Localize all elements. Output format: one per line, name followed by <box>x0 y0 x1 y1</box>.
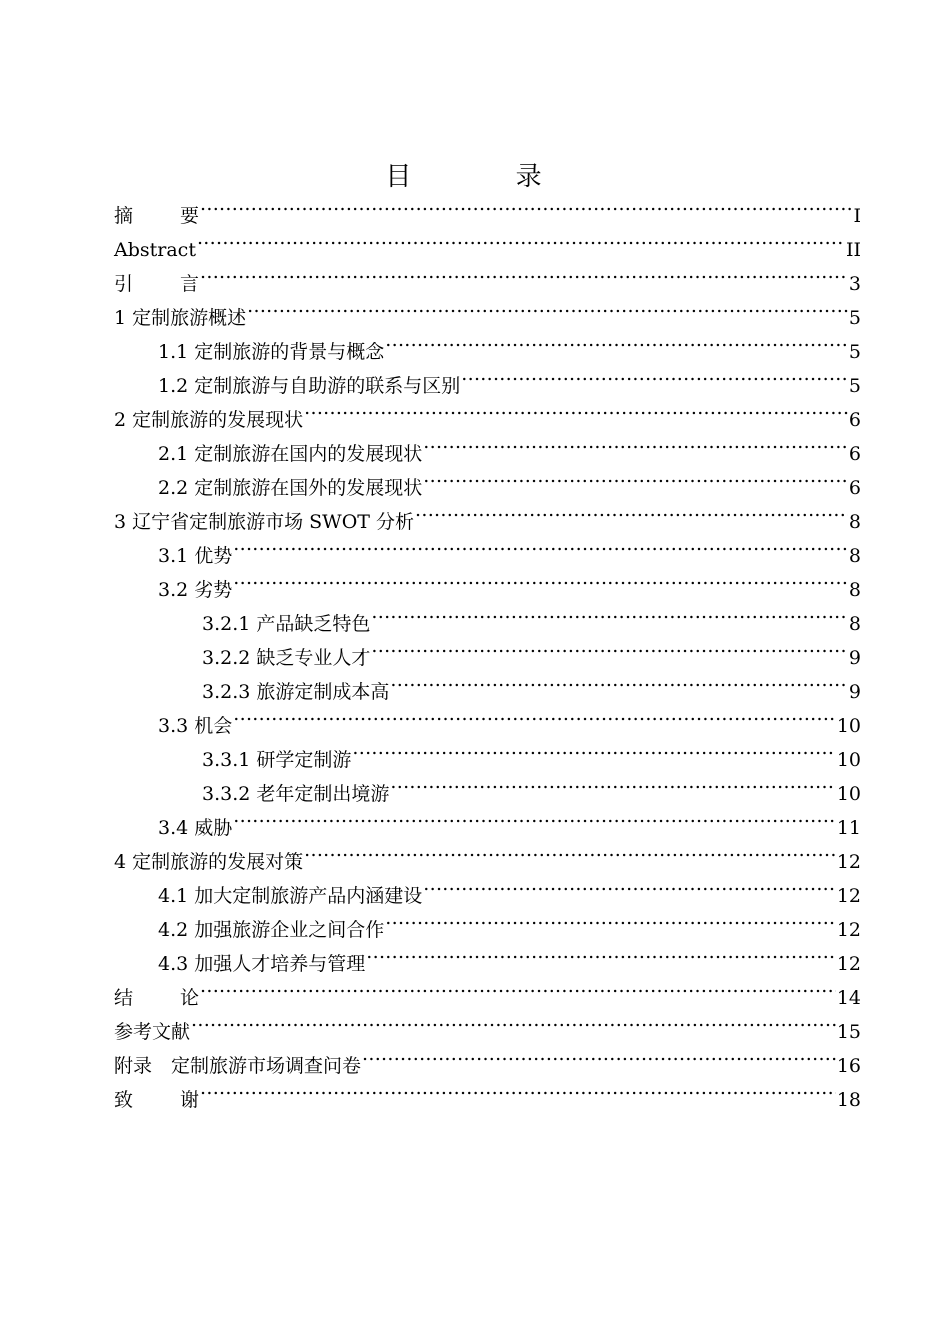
toc-entry[interactable] <box>114 1038 861 1077</box>
toc-dot-leader <box>352 732 835 766</box>
toc-list <box>114 188 861 1111</box>
toc-entry-label: 3.2.1 产品缺乏特色 <box>202 613 371 635</box>
toc-entry-page-number: 12 <box>836 919 861 941</box>
toc-entry-label: 3.1 优势 <box>158 545 233 567</box>
toc-entry[interactable] <box>114 970 861 1009</box>
toc-entry-label: 2.1 定制旅游在国内的发展现状 <box>158 443 423 465</box>
toc-entry-page-number: 12 <box>836 885 861 907</box>
toc-entry-label: 参考文献 <box>114 1021 191 1043</box>
toc-entry[interactable] <box>114 256 861 295</box>
toc-dot-leader <box>304 392 848 426</box>
toc-dot-leader <box>385 324 848 358</box>
toc-entry-page-number: 11 <box>836 817 861 839</box>
toc-entry-label: 3.4 威胁 <box>158 817 233 839</box>
toc-entry-page-number: 3 <box>848 273 861 295</box>
toc-entry-page-number: 10 <box>836 715 861 737</box>
toc-entry-label: 1.1 定制旅游的背景与概念 <box>158 341 385 363</box>
toc-entry-page-number: 6 <box>848 443 861 465</box>
toc-dot-leader <box>233 800 836 834</box>
toc-dot-leader <box>423 868 836 902</box>
toc-entry-label: 附录 定制旅游市场调查问卷 <box>114 1055 362 1077</box>
toc-dot-leader <box>390 766 835 800</box>
toc-entry-label: 1 定制旅游概述 <box>114 307 247 329</box>
toc-entry-label: 3.3.1 研学定制游 <box>202 749 352 771</box>
toc-entry-page-number: 9 <box>848 647 861 669</box>
toc-entry-label: 致谢 <box>114 1089 200 1111</box>
toc-dot-leader <box>200 970 836 1004</box>
toc-entry-page-number: 16 <box>836 1055 861 1077</box>
toc-entry-page-number: 5 <box>848 341 861 363</box>
toc-entry-page-number: 18 <box>836 1089 861 1111</box>
toc-entry-page-number: 10 <box>836 783 861 805</box>
toc-entry-label: 3.2.2 缺乏专业人才 <box>202 647 371 669</box>
toc-dot-leader <box>233 698 836 732</box>
toc-dot-leader <box>197 222 845 256</box>
toc-dot-leader <box>362 1038 836 1072</box>
toc-entry-label: 4 定制旅游的发展对策 <box>114 851 304 873</box>
toc-entry-page-number: 14 <box>836 987 861 1009</box>
toc-entry[interactable] <box>114 1004 861 1043</box>
toc-dot-leader <box>191 1004 836 1038</box>
toc-dot-leader <box>371 596 848 630</box>
toc-dot-leader <box>366 936 836 970</box>
toc-entry-label: 3.2 劣势 <box>158 579 233 601</box>
toc-entry-page-number: 5 <box>848 375 861 397</box>
toc-dot-leader <box>423 426 848 460</box>
toc-entry-label: 3.3.2 老年定制出境游 <box>202 783 390 805</box>
toc-entry-page-number: 6 <box>848 409 861 431</box>
toc-entry-label: 2.2 定制旅游在国外的发展现状 <box>158 477 423 499</box>
toc-dot-leader <box>200 1072 836 1106</box>
toc-entry-page-number: 8 <box>848 579 861 601</box>
toc-entry-label: 3.3 机会 <box>158 715 233 737</box>
toc-dot-leader <box>461 358 848 392</box>
toc-entry-page-number: 6 <box>848 477 861 499</box>
toc-entry-page-number: 12 <box>836 851 861 873</box>
toc-entry-label: 3 辽宁省定制旅游市场 SWOT 分析 <box>114 511 415 533</box>
toc-entry-label: 2 定制旅游的发展现状 <box>114 409 304 431</box>
toc-entry-label: 3.2.3 旅游定制成本高 <box>202 681 390 703</box>
toc-entry-page-number: 9 <box>848 681 861 703</box>
toc-dot-leader <box>415 494 848 528</box>
toc-entry-label: 1.2 定制旅游与自助游的联系与区别 <box>158 375 461 397</box>
toc-entry-page-number: 12 <box>836 953 861 975</box>
toc-entry-label: Abstract <box>114 239 196 261</box>
toc-entry-label: 4.1 加大定制旅游产品内涵建设 <box>158 885 423 907</box>
toc-entry-page-number: 8 <box>848 511 861 533</box>
toc-entry[interactable] <box>114 290 861 329</box>
toc-dot-leader <box>200 188 852 222</box>
toc-dot-leader <box>200 256 848 290</box>
toc-entry-page-number: 8 <box>848 545 861 567</box>
toc-entry[interactable] <box>114 222 861 261</box>
toc-dot-leader <box>233 562 848 596</box>
toc-entry-label: 引言 <box>114 273 200 295</box>
toc-title: 目 录 <box>385 162 590 192</box>
toc-entry-page-number: II <box>845 239 861 261</box>
toc-dot-leader <box>385 902 836 936</box>
toc-entry-label: 4.2 加强旅游企业之间合作 <box>158 919 385 941</box>
toc-entry-page-number: 5 <box>848 307 861 329</box>
toc-entry-label: 4.3 加强人才培养与管理 <box>158 953 366 975</box>
toc-entry[interactable] <box>114 188 861 227</box>
toc-dot-leader <box>390 664 848 698</box>
toc-dot-leader <box>304 834 836 868</box>
toc-entry-page-number: 10 <box>836 749 861 771</box>
toc-entry-page-number: 8 <box>848 613 861 635</box>
toc-entry-page-number: 15 <box>836 1021 861 1043</box>
toc-dot-leader <box>233 528 848 562</box>
toc-dot-leader <box>423 460 848 494</box>
toc-entry-label: 结论 <box>114 987 200 1009</box>
toc-entry-label: 摘要 <box>114 205 200 227</box>
toc-entry[interactable] <box>114 1072 861 1111</box>
toc-entry-page-number: I <box>853 205 861 227</box>
toc-dot-leader <box>247 290 848 324</box>
toc-dot-leader <box>371 630 848 664</box>
